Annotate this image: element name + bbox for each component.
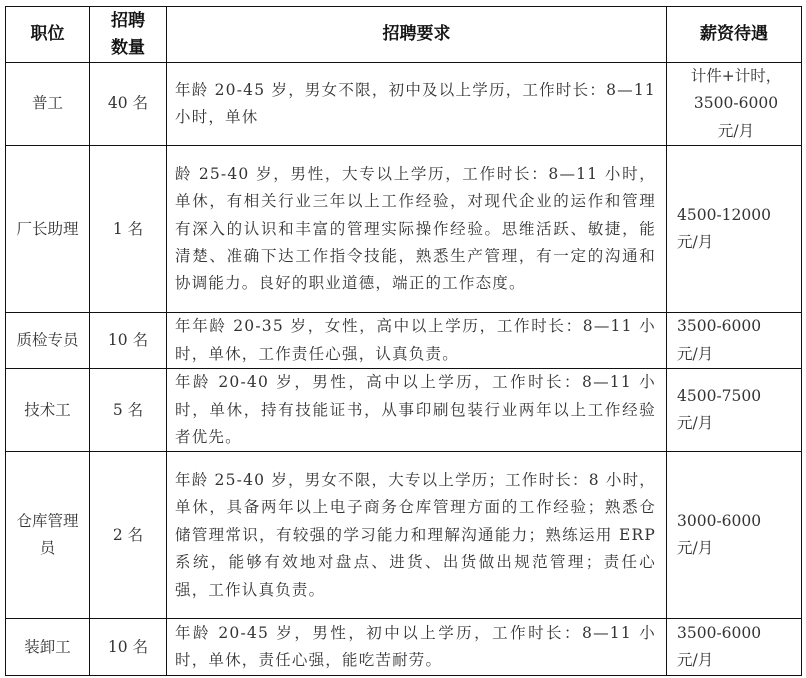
table-row [6,452,802,619]
count-cell: 40 名 [90,63,167,146]
count-cell: 2 名 [90,452,167,619]
salary-line: 元/月 [677,414,714,433]
salary-line: 3000-6000 [677,512,762,531]
salary-cell [667,452,802,619]
header-count [90,7,167,63]
requirements-cell: 年龄 20-45 岁，男性，初中以上学历，工作时长：8—11 小时，单休，责任心强，能吃苦耐劳。 [167,619,667,676]
salary-line: 4500-7500 [677,386,762,405]
count-cell: 5 名 [90,369,167,452]
requirements-cell: 年年龄 20-35 岁，女性，高中以上学历，工作时长：8—11 小时，单休，工作责任心强，认真负责。 [167,313,667,369]
table-row [6,619,802,676]
salary-line: 元/月 [677,233,714,252]
table-row [6,313,802,369]
count-cell: 1 名 [90,146,167,313]
header-position: 职位 [6,7,90,63]
requirements-cell: 年龄 25-40 岁，男女不限，大专以上学历；工作时长：8 小时，单休，具备两年以上电子商务仓库管理方面的工作经验；熟悉仓储管理常识，有较强的学习能力和理解沟通能力；熟练运用 ERP 系统，能够有效地对盘点、进货、出货做出规范管理；责任心强，工作认真负责。 [167,452,667,619]
salary-line: 4500-12000 [677,205,771,224]
salary-line: 计件+计时， [690,67,782,85]
requirements-cell: 龄 25-40 岁，男性，大专以上学历，工作时长：8—11 小时，单休，有相关行业三年以上工作经验，对现代企业的运作和管理有深入的认识和丰富的管理实际操作经验。思维活跃、敏捷，能清楚、准确下达工作指令技能，熟悉生产管理，有一定的沟通和协调能力。良好的职业道德，端正的工作态度。 [167,146,667,313]
salary-cell [667,146,802,313]
salary-cell [667,369,802,452]
count-cell: 10 名 [90,313,167,369]
recruitment-table [5,6,802,676]
position-cell: 质检专员 [6,313,90,369]
salary-line: 元/月 [677,344,714,363]
salary-cell [667,619,802,676]
position-cell: 普工 [6,63,90,146]
salary-line: 3500-6000 [677,317,762,336]
count-cell: 10 名 [90,619,167,676]
salary-line: 3500-6000 [693,94,779,113]
requirements-cell: 年龄 20-45 岁，男女不限，初中及以上学历，工作时长：8—11 小时，单休 [167,63,667,146]
salary-line: 3500-6000 [677,624,762,643]
salary-cell [667,63,802,146]
header-salary: 薪资待遇 [667,7,802,63]
header-requirements: 招聘要求 [167,7,667,63]
position-cell: 仓库管理员 [6,452,90,619]
header-count-line1: 招聘 [111,10,145,31]
salary-cell [667,313,802,369]
position-cell: 技术工 [6,369,90,452]
table-row [6,63,802,146]
position-cell: 装卸工 [6,619,90,676]
salary-line: 元/月 [677,651,714,670]
header-row [6,7,802,63]
table-row [6,146,802,313]
salary-line: 元/月 [717,121,755,140]
position-cell: 厂长助理 [6,146,90,313]
table-row [6,369,802,452]
salary-line: 元/月 [677,539,714,558]
header-count-line2: 数量 [111,37,145,58]
requirements-cell: 年龄 20-40 岁，男性，高中以上学历，工作时长：8—11 小时，单休，持有技能证书，从事印刷包装行业两年以上工作经验者优先。 [167,369,667,452]
